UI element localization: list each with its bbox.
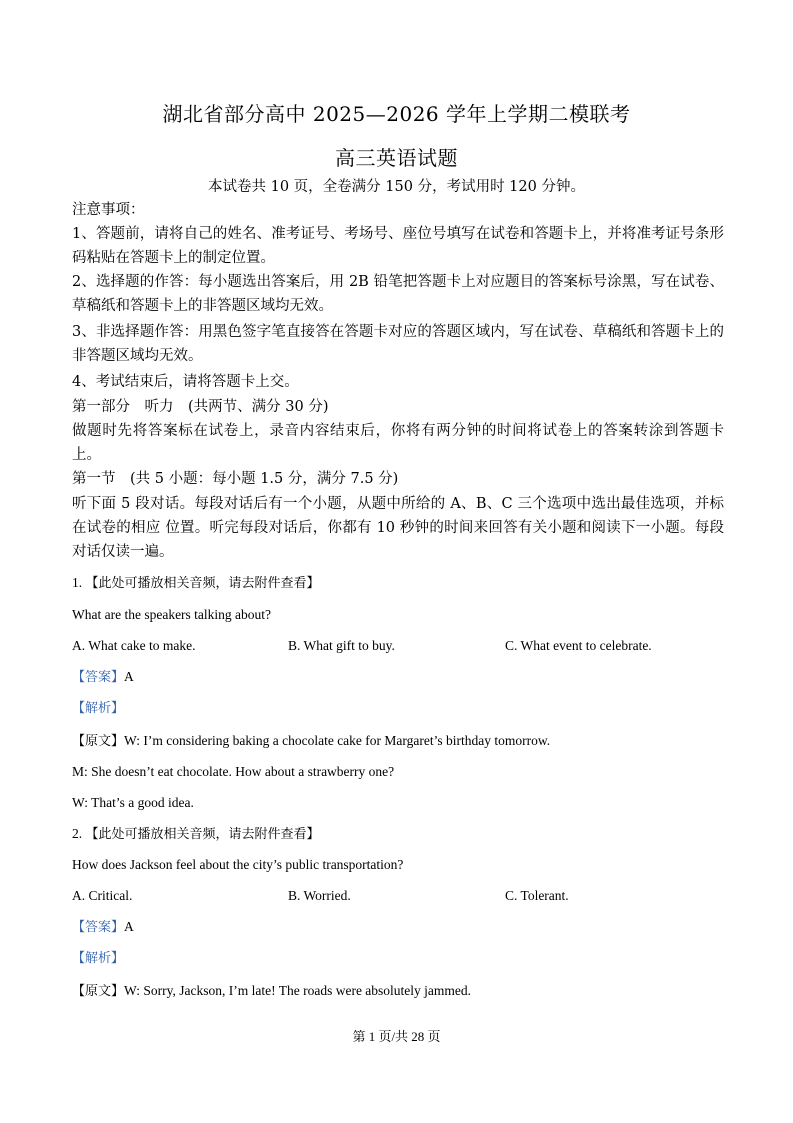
question-2-option-c: C. Tolerant. (505, 888, 569, 903)
question-1-transcript-line-3: W: That’s a good idea. (72, 795, 194, 810)
exam-title: 湖北省部分高中 2025—2026 学年上学期二模联考 (162, 102, 631, 126)
original-label: 【原文】 (72, 734, 125, 749)
exam-info: 本试卷共 10 页，全卷满分 150 分，考试用时 120 分钟。 (208, 179, 585, 195)
section1-instruction: 听下面 5 段对话。每段对话后有一个小题，从题中所给的 A、B、C 三个选项中选出最佳选项，并标在试卷的相应 位置。听完每段对话后，你都有 10 秒钟的时间来回答有关小题和阅读下一小题。每段对话仅读一遍。 (72, 496, 724, 560)
question-2-option-b: B. Worried. (288, 888, 351, 903)
transcript-line: W: Sorry, Jackson, I’m late! The roads were absolutely jammed. (124, 983, 472, 998)
analysis-label: 【解析】 (72, 951, 125, 966)
question-1-option-c: C. What event to celebrate. (505, 638, 652, 653)
notice-heading: 注意事项： (72, 202, 145, 218)
question-2-option-a: A. Critical. (72, 888, 133, 903)
question-2-text: How does Jackson feel about the city’s public transportation? (72, 857, 404, 872)
question-1-option-a: A. What cake to make. (72, 638, 196, 653)
question-number: 1. (72, 575, 83, 590)
page-footer: 第 1 页/共 28 页 (352, 1029, 441, 1044)
question-2-transcript-line-1 (72, 982, 471, 1001)
question-1-transcript-line-1 (72, 732, 550, 751)
notice-item-3: 3、非选择题作答：用黑色签字笔直接答在答题卡对应的答题区域内，写在试卷、草稿纸和答题卡上的非答题区域均无效。 (72, 324, 724, 364)
part1-instruction: 做题时先将答案标在试卷上，录音内容结束后，你将有两分钟的时间将试卷上的答案转涂到答题卡上。 (72, 423, 724, 463)
section1-heading: 第一节 (共 5 小题：每小题 1.5 分，满分 7.5 分) (72, 471, 399, 487)
analysis-label: 【解析】 (72, 701, 125, 716)
transcript-line: W: I’m considering baking a chocolate cake for Margaret’s birthday tomorrow. (124, 733, 551, 748)
notice-item-1: 1、答题前，请将自己的姓名、准考证号、考场号、座位号填写在试卷和答题卡上，并将准考证号条形码粘贴在答题卡上的制定位置。 (72, 226, 724, 266)
question-1-transcript-line-2: M: She doesn’t eat chocolate. How about a strawberry one? (72, 764, 395, 779)
notice-item-4: 4、考试结束后，请将答题卡上交。 (72, 374, 299, 390)
part1-heading: 第一部分 听力 (共两节、满分 30 分) (72, 399, 329, 415)
answer-label: 【答案】 (72, 670, 125, 685)
answer-value: A (124, 669, 134, 684)
question-1-text: What are the speakers talking about? (72, 607, 272, 622)
question-1-header (72, 574, 320, 593)
audio-note[interactable]: 【此处可播放相关音频，请去附件查看】 (85, 827, 320, 842)
question-1-analysis (72, 699, 124, 718)
question-number: 2. (72, 826, 83, 841)
question-1-option-b: B. What gift to buy. (288, 638, 395, 653)
notice-item-2: 2、选择题的作答：每小题选出答案后，用 2B 铅笔把答题卡上对应题目的答案标号涂黑，写在试卷、草稿纸和答题卡上的非答题区域均无效。 (72, 274, 724, 314)
question-2-answer (72, 918, 134, 937)
original-label: 【原文】 (72, 984, 125, 999)
question-1-answer (72, 668, 134, 687)
answer-label: 【答案】 (72, 920, 125, 935)
audio-note[interactable]: 【此处可播放相关音频，请去附件查看】 (85, 576, 320, 591)
answer-value: A (124, 919, 134, 934)
question-2-analysis (72, 949, 124, 968)
question-2-header (72, 825, 320, 844)
exam-subject-title: 高三英语试题 (335, 146, 458, 170)
